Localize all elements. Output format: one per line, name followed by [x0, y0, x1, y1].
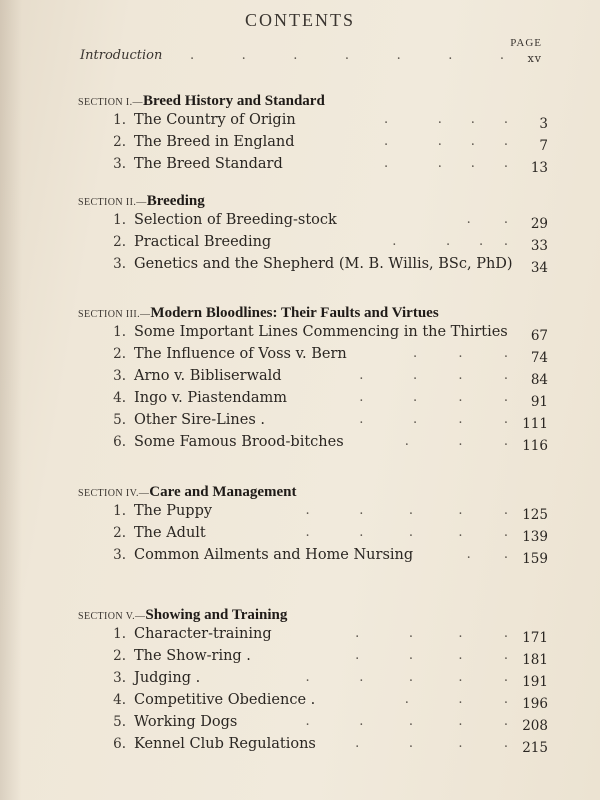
dot-leader: . . . . .: [305, 714, 508, 729]
entry-number: 6.: [113, 434, 126, 450]
toc-entry: [78, 525, 548, 547]
entry-number: 6.: [113, 736, 126, 752]
dot-leader: . . . .: [384, 112, 508, 127]
section-title: Modern Bloodlines: Their Faults and Virtues: [150, 305, 439, 321]
entry-number: 2.: [113, 134, 126, 150]
toc-entry: [78, 692, 548, 714]
entry-page: 111: [522, 416, 548, 432]
entry-number: 3.: [113, 368, 126, 384]
entry-title: The Breed Standard: [134, 156, 283, 172]
entry-number: 3.: [113, 547, 126, 563]
introduction-page: xv: [527, 52, 542, 65]
entry-page: 116: [522, 438, 548, 454]
entry-title: The Breed in England: [134, 134, 295, 150]
entry-number: 2.: [113, 525, 126, 541]
entry-title: Common Ailments and Home Nursing: [134, 547, 414, 563]
dot-leader: . . . . .: [305, 503, 508, 518]
toc-entry: [78, 626, 548, 648]
entry-number: 2.: [113, 234, 126, 250]
entry-number: 1.: [113, 626, 126, 642]
dot-leader: . . . .: [355, 626, 508, 641]
toc-entry: [78, 346, 548, 368]
entry-number: 1.: [113, 324, 126, 340]
dot-leader: . . . .: [384, 134, 508, 149]
entry-number: 3.: [113, 156, 126, 172]
toc-entry: [78, 156, 548, 178]
entry-page: 74: [530, 350, 548, 366]
entry-number: 5.: [113, 412, 126, 428]
entry-page: 125: [522, 507, 548, 523]
section-1: [78, 90, 548, 178]
dot-leader: . . . .: [355, 736, 508, 751]
section-label: SECTION I.—: [78, 97, 143, 108]
entry-page: 67: [530, 328, 548, 344]
toc-entry: [78, 212, 548, 234]
contents-title: CONTENTS: [245, 10, 355, 30]
toc-entry: [78, 434, 548, 456]
section-title: Breeding: [146, 193, 205, 209]
section-label: SECTION III.—: [78, 309, 151, 320]
toc-entry: [78, 256, 548, 278]
dot-leader: . . . .: [359, 368, 508, 383]
toc-entry: [78, 112, 548, 134]
entry-number: 1.: [113, 503, 126, 519]
entry-title: Judging .: [134, 670, 201, 686]
entry-number: 4.: [113, 390, 126, 406]
entry-page: 181: [522, 652, 548, 668]
toc-entry: [78, 503, 548, 525]
entry-title: Kennel Club Regulations: [134, 736, 316, 752]
dot-leader: . . .: [404, 434, 508, 449]
entry-page: 84: [530, 372, 548, 388]
entry-title: Character-training: [134, 626, 272, 642]
entry-title: Practical Breeding: [134, 234, 272, 250]
dot-leader: . . . .: [392, 234, 508, 249]
dot-leader: . . . .: [359, 390, 508, 405]
entry-title: The Adult: [134, 525, 206, 541]
entry-title: The Show-ring .: [134, 648, 251, 664]
dot-leader: . . . .: [355, 648, 508, 663]
entry-page: 34: [530, 260, 548, 276]
entry-page: 196: [522, 696, 548, 712]
entry-page: 3: [539, 116, 548, 132]
entry-page: 29: [530, 216, 548, 232]
section-label: SECTION IV.—: [78, 488, 150, 499]
toc-entry: [78, 234, 548, 256]
page-column-label: PAGE: [510, 37, 542, 49]
page-fold-shadow: [0, 0, 22, 800]
entry-page: 33: [530, 238, 548, 254]
entry-number: 2.: [113, 648, 126, 664]
section-title: Showing and Training: [145, 607, 288, 623]
entry-page: 139: [522, 529, 548, 545]
entry-page: 159: [522, 551, 548, 567]
entry-number: 5.: [113, 714, 126, 730]
entry-number: 2.: [113, 346, 126, 362]
entry-number: 1.: [113, 112, 126, 128]
entry-page: 208: [522, 718, 548, 734]
entry-page: 91: [530, 394, 548, 410]
entry-title: Selection of Breeding-stock: [134, 212, 337, 228]
section-4: [78, 481, 548, 569]
dot-leader: . . . . . . .: [190, 48, 504, 63]
dot-leader: . . . .: [384, 156, 508, 171]
entry-page: 191: [522, 674, 548, 690]
section-title: Breed History and Standard: [142, 93, 325, 109]
toc-entry: [78, 134, 548, 156]
section-3: [78, 302, 548, 456]
section-heading: [78, 604, 548, 626]
entry-title: Ingo v. Piastendamm: [134, 390, 288, 406]
entry-page: 171: [522, 630, 548, 646]
section-label: SECTION II.—: [78, 197, 147, 208]
toc-entry: [78, 670, 548, 692]
entry-title: Competitive Obedience .: [134, 692, 316, 708]
dot-leader: . . . .: [359, 412, 508, 427]
section-heading: [78, 481, 548, 503]
introduction-entry: [80, 48, 542, 70]
dot-leader: . . .: [404, 692, 508, 707]
entry-number: 3.: [113, 256, 126, 272]
section-title: Care and Management: [149, 484, 297, 500]
section-5: [78, 604, 548, 758]
dot-leader: . . . . .: [305, 670, 508, 685]
toc-entry: [78, 412, 548, 434]
toc-entry: [78, 714, 548, 736]
entry-number: 3.: [113, 670, 126, 686]
dot-leader: . . .: [412, 346, 508, 361]
entry-title: Some Important Lines Commencing in the Thirties: [134, 324, 508, 340]
entry-title: The Puppy: [134, 503, 213, 519]
entry-title: Working Dogs: [134, 714, 238, 730]
section-heading: [78, 302, 548, 324]
entry-page: 13: [530, 160, 548, 176]
section-heading: [78, 90, 548, 112]
toc-entry: [78, 368, 548, 390]
entry-title: The Influence of Voss v. Bern: [134, 346, 347, 362]
toc-entry: [78, 547, 548, 569]
toc-entry: [78, 648, 548, 670]
entry-number: 4.: [113, 692, 126, 708]
toc-entry: [78, 324, 548, 346]
entry-title: Other Sire-Lines .: [134, 412, 266, 428]
toc-entry: [78, 736, 548, 758]
dot-leader: . .: [466, 212, 508, 227]
entry-title: Arno v. Bibliserwald: [134, 368, 282, 384]
section-heading: [78, 190, 548, 212]
entry-title: Some Famous Brood-bitches: [134, 434, 344, 450]
toc-entry: [78, 390, 548, 412]
entry-page: 215: [522, 740, 548, 756]
introduction-label: Introduction: [80, 48, 163, 63]
entry-title: The Country of Origin: [134, 112, 296, 128]
dot-leader: . .: [466, 547, 508, 562]
entry-page: 7: [539, 138, 548, 154]
entry-number: 1.: [113, 212, 126, 228]
section-2: [78, 190, 548, 278]
entry-title: Genetics and the Shepherd (M. B. Willis, BSc, PhD): [134, 256, 513, 272]
section-label: SECTION V.—: [78, 611, 146, 622]
dot-leader: . . . . .: [305, 525, 508, 540]
